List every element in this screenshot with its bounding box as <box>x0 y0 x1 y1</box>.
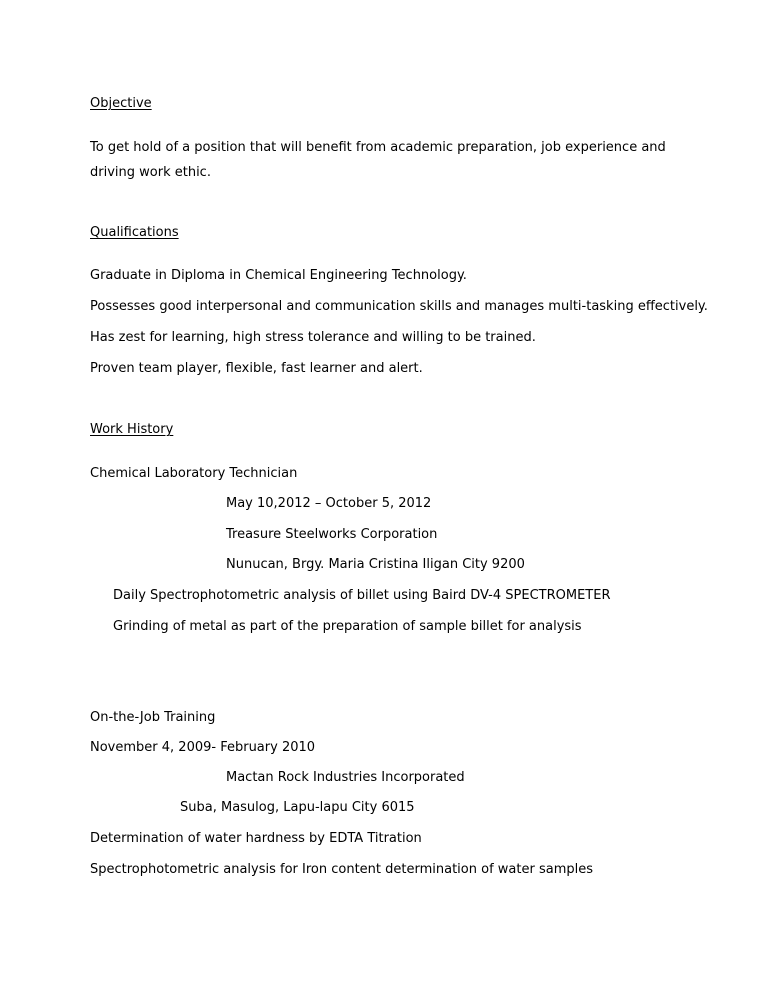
qualification-item: Proven team player, flexible, fast learner and alert. <box>90 361 423 376</box>
job1-company: Treasure Steelworks Corporation <box>226 527 438 542</box>
qualifications-heading: Qualifications <box>90 225 179 240</box>
qualification-item: Graduate in Diploma in Chemical Engineering Technology. <box>90 268 467 283</box>
job2-dates: November 4, 2009- February 2010 <box>90 740 316 755</box>
job1-duty: Daily Spectrophotometric analysis of billet using Baird DV-4 SPECTROMETER <box>113 588 611 603</box>
objective-line-2: driving work ethic. <box>90 165 211 180</box>
work-history-heading: Work History <box>90 422 174 437</box>
objective-heading: Objective <box>90 96 152 111</box>
job1-address: Nunucan, Brgy. Maria Cristina Iligan City 9200 <box>226 557 525 572</box>
job2-title: On-the-Job Training <box>90 710 216 725</box>
job2-company: Mactan Rock Industries Incorporated <box>226 770 465 785</box>
job1-title: Chemical Laboratory Technician <box>90 466 298 481</box>
job2-duty: Spectrophotometric analysis for Iron content determination of water samples <box>90 862 593 877</box>
job2-address: Suba, Masulog, Lapu-lapu City 6015 <box>180 800 415 815</box>
qualification-item: Possesses good interpersonal and communication skills and manages multi-tasking effectively. <box>90 299 708 314</box>
job1-duty: Grinding of metal as part of the preparation of sample billet for analysis <box>113 619 582 634</box>
objective-line-1: To get hold of a position that will benefit from academic preparation, job experience and <box>90 140 666 155</box>
job2-duty: Determination of water hardness by EDTA Titration <box>90 831 422 846</box>
qualification-item: Has zest for learning, high stress tolerance and willing to be trained. <box>90 330 536 345</box>
job1-dates: May 10,2012 – October 5, 2012 <box>226 496 432 511</box>
